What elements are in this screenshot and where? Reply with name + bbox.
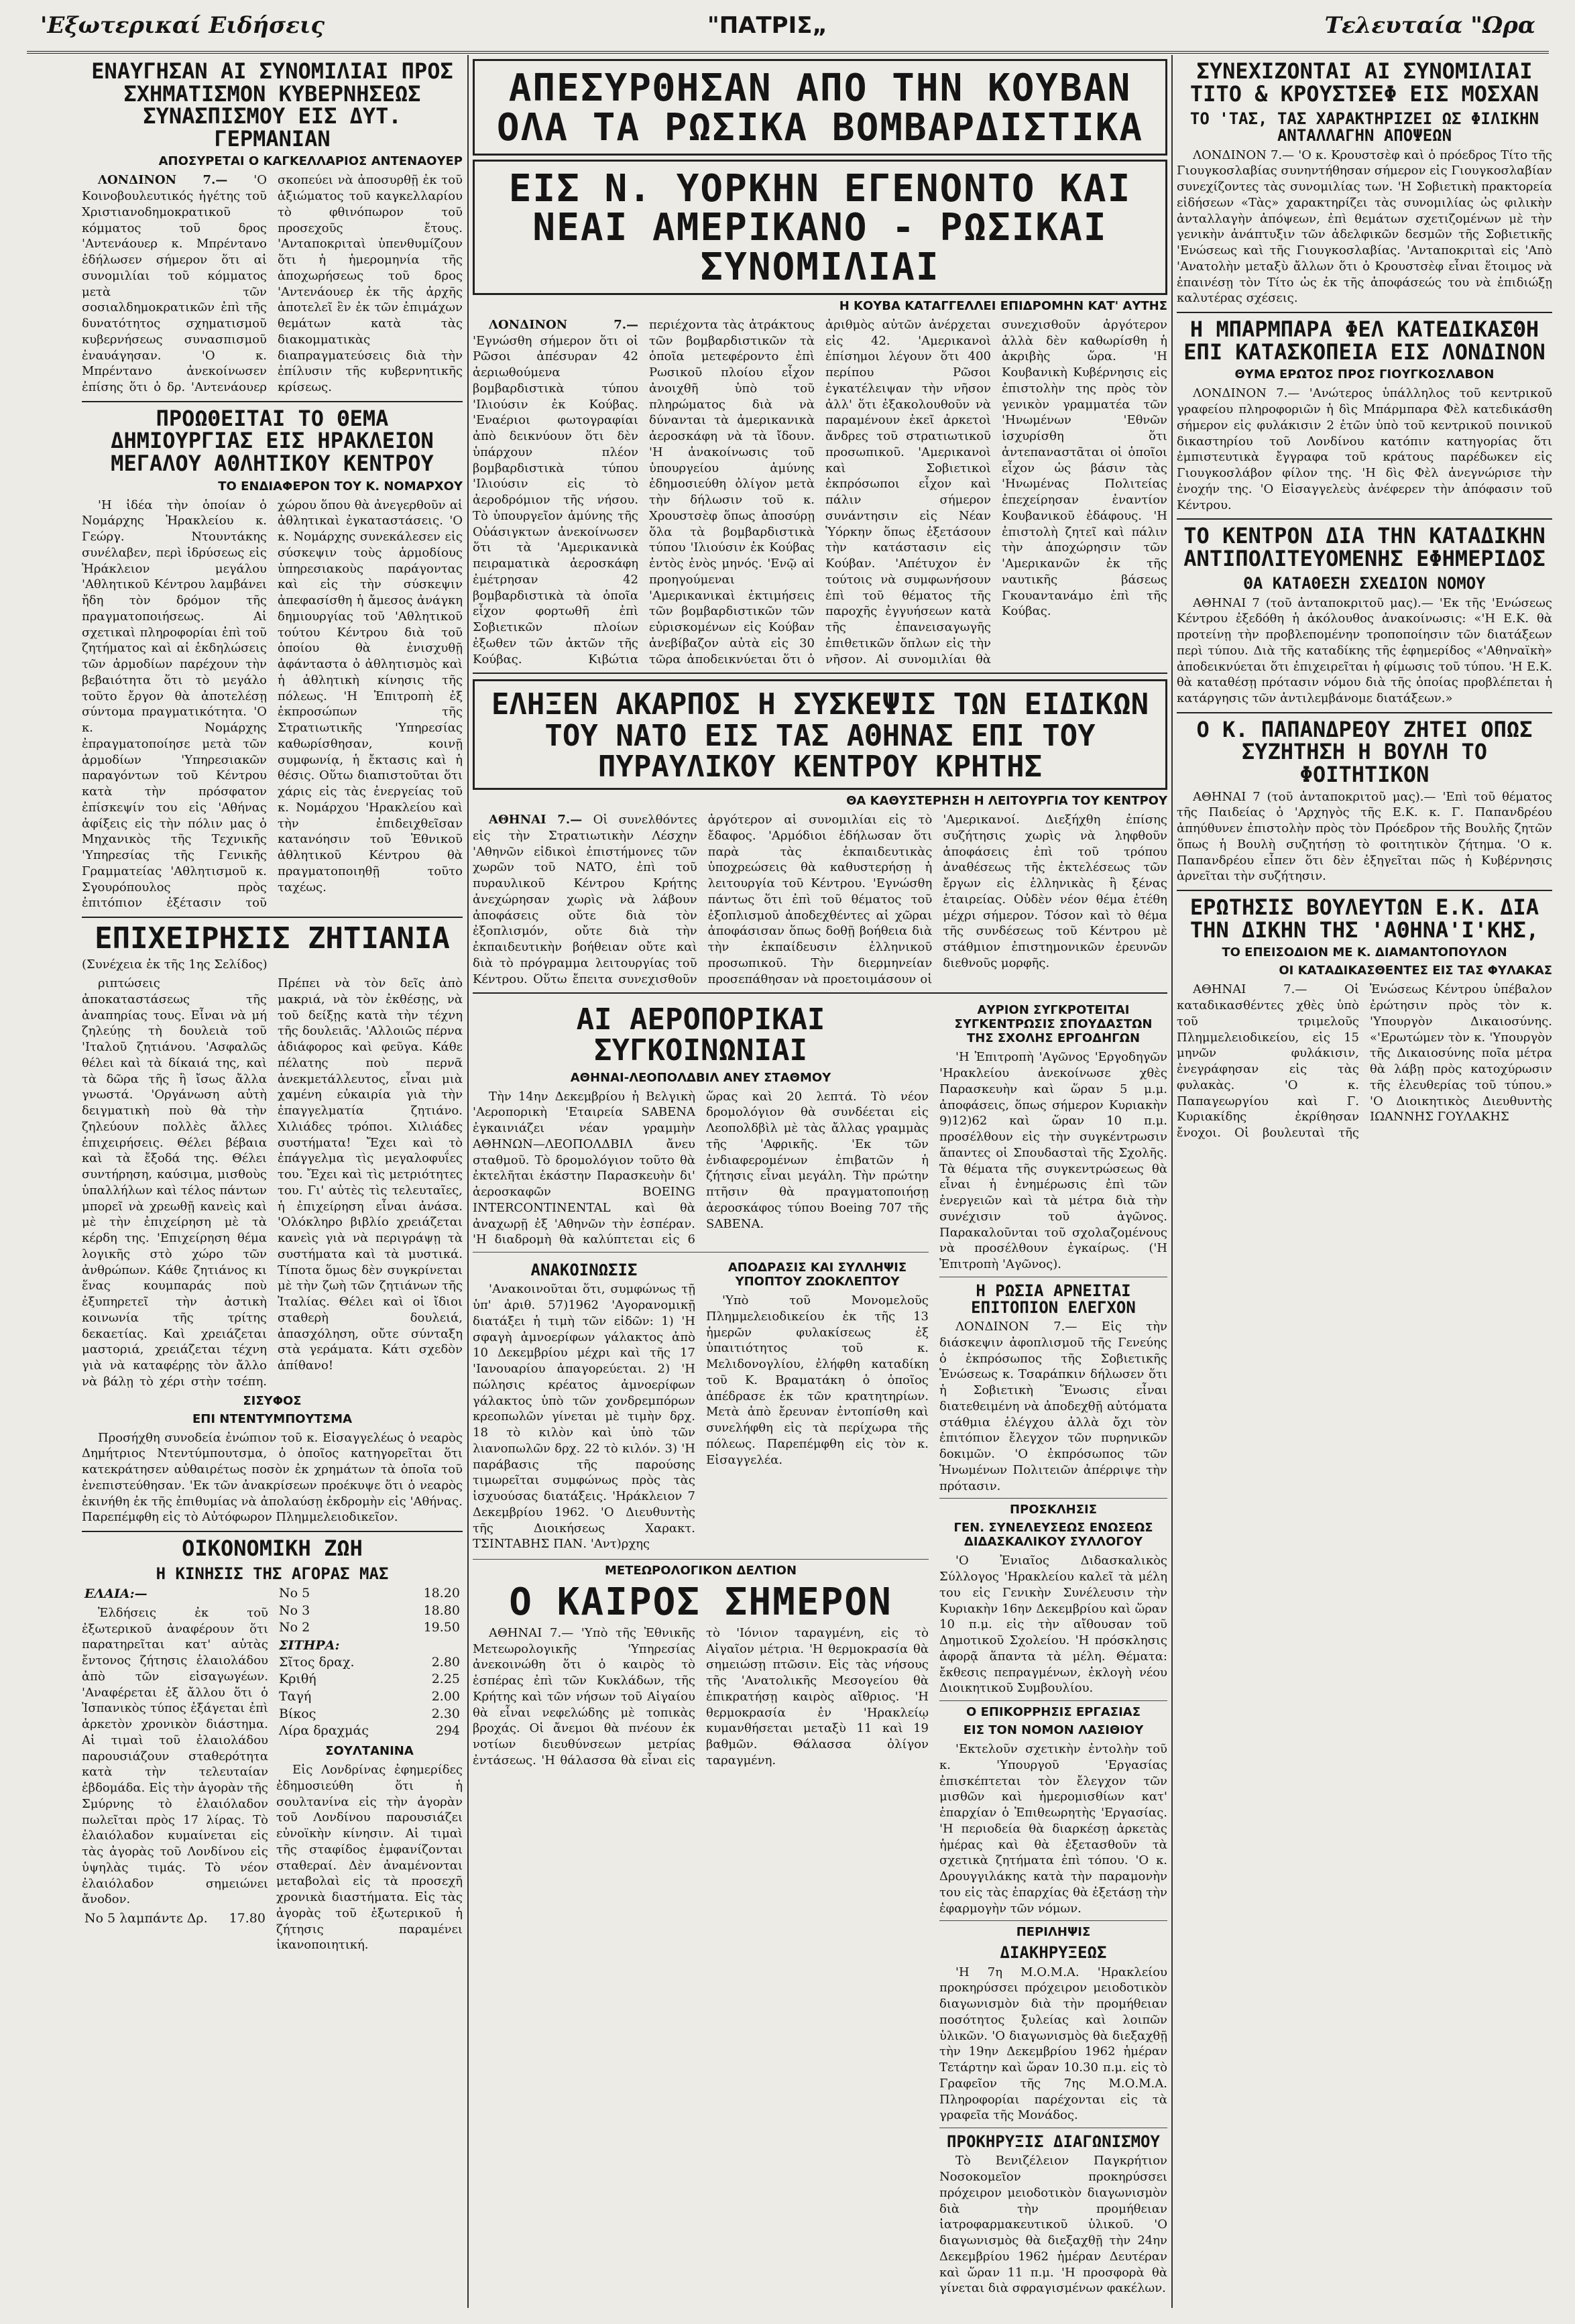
headline: ΑΝΑΚΟΙΝΩΣΙΣ <box>530 1261 638 1280</box>
article-arrest <box>706 1257 929 1555</box>
divider <box>1177 312 1552 313</box>
subheadline: ΕΠΙ ΝΤΕΝΤΥΜΠΟΥΤΣΜΑ <box>192 1411 353 1426</box>
article-text: 'Η Ἐπιτροπὴ 'Αγῶνος 'Εργοδηγῶν 'Ηρακλείου ἀνεκοίνωσε χθὲς Παρασκευὴν καὶ ὥραν 5 μ.μ. ἀποφάσεις, ὅπως σήμερον Κυριακὴν 9)12)62 καὶ ὥραν 10 π.μ. προσέλθουν εἰς τὴν συγκέντρωσιν ἅπαντες οἱ Σπουδασταὶ τῆς Σχολῆς. Τὰ θέματα τῆς συγκεντρώσεως θὰ εἶναι ἡ ἐνημέρωσις ἐπὶ τῶν ἐνεργειῶν καὶ τὰ μέτρα διὰ τὴν συνέχισιν τοῦ ἀγῶνος. Παρακαλοῦνται τοῦ σχολαζομένους νὰ προσέλθουν ἐγκαίρως. ('Η Ἐπιτροπὴ 'Αγῶνος). <box>939 1050 1167 1272</box>
left-column <box>82 55 463 2308</box>
price-value: 2.80 <box>431 1654 460 1670</box>
article-tender <box>939 2134 1167 2297</box>
price-row <box>82 1910 268 1928</box>
lower-center-grid <box>473 999 1167 2299</box>
section-label: ΠΕΡΙΛΗΨΙΣ <box>1016 1925 1091 1940</box>
article-russia <box>939 1283 1167 1495</box>
price-label: No 5 λαμπάντε Δρ. <box>84 1911 208 1926</box>
headline-box <box>473 679 1167 790</box>
column-divider <box>1171 55 1173 2308</box>
price-value: 19.50 <box>423 1620 460 1635</box>
article-assembly <box>939 1503 1167 1696</box>
headline: ΑΙ ΑΕΡΟΠΟΡΙΚΑΙ ΣΥΓΚΟΙΝΩΝΙΑΙ <box>576 1002 825 1068</box>
headline: Ο Κ. ΠΑΠΑΝΔΡΕΟΥ ΖΗΤΕΙ ΟΠΩΣ ΣΥΖΗΤΗΣΗ Η ΒΟΥΛΗ ΤΟ ΦΟΙΤΗΤΙΚΟΝ <box>1196 716 1533 788</box>
article-text: 'Υπὸ τοῦ Μονομελοῦς Πλημμελειοδικείου ἐκ τῆς 13 ἡμερῶν φυλακίσεως ἐξ ὑπαιτιότητος τοῦ κ. Μελιδονογλίου, ἐλήφθη καταδίκη τοῦ Κ. Βραματάκη ὁ ὁποῖος ἀπέδρασε ἐκ τῶν κρατητηρίων. Μετὰ ἀπὸ ἔρευναν ἐντοπίσθη καὶ συνελήφθη εἰς τὰ περίχωρα τῆς πόλεως. Παρεπέμφθη εἰς τὸν κ. Εἰσαγγελέα. <box>706 1293 929 1467</box>
subheadline: ΑΠΟΣΥΡΕΤΑΙ Ο ΚΑΓΚΕΛΛΑΡΙΟΣ ΑΝΤΕΝΑΟΥΕΡ <box>158 154 463 169</box>
article-body <box>939 1741 1167 1916</box>
headline: ΓΕΝ. ΣΥΝΕΛΕΥΣΕΩΣ ΕΝΩΣΕΩΣ ΔΙΔΑΣΚΑΛΙΚΟΥ ΣΥΛΛΟΓΟΥ <box>953 1521 1153 1550</box>
column-divider <box>467 55 469 2308</box>
article-text: Προσήχθη συνοδεία ἐνώπιον τοῦ κ. Εἰσαγγελέως ὁ νεαρὸς Δημήτριος Ντεντύμπουτσμα, ὁ ὁποῖος κατηγορεῖται ὅτι κατεκράτησεν αὐθαιρέτως ποσὸν ἐκ χρημάτων τὰ ὁποῖα τοῦ ἐνεπιστεύθησαν. 'Εκ τῶν ἀνακρίσεων προέκυψε ὅτι ὁ νεαρὸς ἐκινήθη ἐκ τῆς ἐπιθυμίας νὰ ἀπολαύσῃ ἐκδρομὴν εἰς 'Αθήνας. Παρεπέμφθη εἰς τὸ Αὐτόφωρον Πλημμελειοδικεῖον. <box>82 1430 463 1525</box>
article-tito <box>1177 60 1552 306</box>
dateline: ΑΘΗΝΑΙ 7.— <box>489 813 583 827</box>
headline: ΕΙΣ Ν. ΥΟΡΚΗΝ ΕΓΕΝΟΝΤΟ ΚΑΙ ΝΕΑΙ ΑΜΕΡΙΚΑΝΟ - ΡΩΣΙΚΑΙ ΣΥΝΟΜΙΛΙΑΙ <box>508 166 1132 290</box>
article-text: Εἰς Λονδρίνας ἐφημερίδες ἐδημοσιεύθη ὅτι ἡ σουλτανίνα εἰς τὴν ἀγορὰν τοῦ Λονδίνου παρουσιάζει εὐνοϊκὴν κίνησιν. Αἱ τιμαὶ τῆς σταφίδος ἐμφανίζονται σταθεραί. Δὲν ἀναμένονται μεταβολαὶ εἰς τὰ προσεχῆ χρονικὰ διαστήματα. Εἰς τὰς ἀγορὰς τοῦ ἐξωτερικοῦ ἡ ζήτησις παραμένει ἱκανοποιητική. <box>276 1763 463 1953</box>
article-nato <box>473 679 1167 987</box>
divider <box>82 1531 463 1532</box>
price-row <box>276 1706 463 1723</box>
headline: ΠΡΟΩΘΕΙΤΑΙ ΤΟ ΘΕΜΑ ΔΗΜΙΟΥΡΓΙΑΣ ΕΙΣ ΗΡΑΚΛΕΙΟΝ ΜΕΓΑΛΟΥ ΑΘΛΗΤΙΚΟΥ ΚΕΝΤΡΟΥ <box>111 405 434 477</box>
article-text: Τὸ Βενιζέλειον Παγκρήτιον Νοσοκομεῖον προκηρύσσει πρόχειρον μειοδοτικὸν διαγωνισμὸν διὰ τὴν προμήθειαν ἰατροφαρμακευτικοῦ ὑλικοῦ. 'Ο διαγωνισμὸς θὰ διεξαχθῇ τὴν 24ην Δεκεμβρίου 1962 ἡμέραν Δευτέραν καὶ ὥραν 11 π.μ. 'Η προσφορὰ θὰ γίνεται διὰ σφραγισμένων φακέλων. <box>939 2154 1167 2296</box>
divider <box>82 917 463 918</box>
headline: ΑΠΕΣΥΡΘΗΣΑΝ ΑΠΟ ΤΗΝ ΚΟΥΒΑΝ ΟΛΑ ΤΑ ΡΩΣΙΚΑ ΒΟΜΒΑΡΔΙΣΤΙΚΑ <box>496 66 1144 150</box>
price-row <box>276 1654 463 1672</box>
headline: ΑΠΟΔΡΑΣΙΣ ΚΑΙ ΣΥΛΛΗΨΙΣ ΥΠΟΠΤΟΥ ΖΩΟΚΛΕΠΤΟΥ <box>727 1261 907 1289</box>
subheadline: ΤΟ ΕΝΔΙΑΦΕΡΟΝ ΤΟΥ Κ. ΝΟΜΑΡΧΟΥ <box>218 479 463 493</box>
price-label: No 5 <box>279 1585 310 1601</box>
dateline: ΛΟΝΔΙΝΟΝ 7.— <box>489 317 638 332</box>
article-body <box>473 812 1167 987</box>
article-body <box>473 1281 695 1552</box>
headline: ΔΙΑΚΗΡΥΞΕΩΣ <box>1000 1943 1107 1963</box>
price-row <box>276 1619 463 1637</box>
article-body <box>82 1430 463 1526</box>
price-value: 294 <box>435 1723 460 1739</box>
subheadline: Η ΚΟΥΒΑ ΚΑΤΑΓΓΕΛΛΕΙ ΕΠΙΔΡΟΜΗΝ ΚΑΤ' ΑΥΤΗΣ <box>839 298 1167 313</box>
price-label: Κριθή <box>279 1672 316 1687</box>
headline: ΟΙΚΟΝΟΜΙΚΗ ΖΩΗ <box>182 1535 363 1562</box>
article-body <box>276 1762 463 1953</box>
price-value: 18.80 <box>423 1603 460 1618</box>
article-text: ΑΘΗΝΑΙ 7.— 'Υπὸ τῆς Ἐθνικῆς Μετεωρολογικῆς 'Υπηρεσίας ἀνεκοινώθη ὅτι ὁ καιρὸς τὸ ἑσπέρας ἐπὶ τῶν Κυκλάδων, τῆς Κρήτης καὶ τῶν νήσων τοῦ Αἰγαίου θὰ εἶναι νεφελώδης μὲ τοπικὰς βροχάς. Οἱ ἄνεμοι θὰ πνέουν ἐκ νοτίων διευθύνσεων μετρίας ἐντάσεως. 'Η θάλασσα θὰ εἶναι εἰς τὸ 'Ιόνιον ταραγμένη, εἰς τὸ Αἰγαῖον μέτρια. 'Η θερμοκρασία θὰ σημειώσῃ πτῶσιν. Εἰς τὰς νήσους τῆς 'Ανατολικῆς Μεσογείου θὰ ἐπικρατήσῃ καιρὸς αἴθριος. 'Η θερμοκρασία ἐν 'Ηρακλείῳ κυμανθήσεται μεταξὺ 11 καὶ 19 βαθμῶν. Θάλασσα ὀλίγον ταραγμένη. <box>473 1625 929 1767</box>
price-label: Σῖτος δραχ. <box>279 1654 355 1670</box>
article-weather <box>473 1564 929 1769</box>
market-prices-column <box>276 1585 463 1956</box>
headline: ΠΡΟΚΗΡΥΞΙΣ ΔΙΑΓΩΝΙΣΜΟΥ <box>947 2132 1160 2152</box>
article-text: 'Η 7η Μ.Ο.Μ.Α. 'Ηρακλείου προκηρύσσει πρόχειρον μειοδοτικὸν διαγωνισμὸν διὰ τὴν προμήθειαν ποσότητος ξυλείας καὶ λοιπῶν ὑλικῶν. 'Ο διαγωνισμὸς θὰ διεξαχθῇ τὴν 19ην Δεκεμβρίου 1962 ἡμέραν Τετάρτην καὶ ὥραν 10.30 π.μ. εἰς τὸ Γραφεῖον τῆς 7ης Μ.Ο.Μ.Α. Πληροφορίαι παρέχονται εἰς τὰ γραφεῖα τῆς Μονάδος. <box>939 1965 1167 2123</box>
newspaper-name: "ΠΑΤΡΙΣ„ <box>707 12 827 39</box>
divider <box>1177 712 1552 713</box>
section-title-last-hour: Τελευταία "Ωρα <box>1324 12 1535 39</box>
headline: ΕΡΩΤΗΣΙΣ ΒΟΥΛΕΥΤΩΝ Ε.Κ. ΔΙΑ ΤΗΝ ΔΙΚΗΝ ΤΗΣ 'ΑΘΗΝΑ'Ι'ΚΗΣ, <box>1189 894 1539 943</box>
price-label: No 3 <box>279 1603 310 1618</box>
article-text: ριπτώσεις ἀποκαταστάσεως τῆς ἀναπηρίας τους. Εἶναι νὰ μή ζηλεύῃς τὴ δουλειὰ τοῦ 'Ιταλοῦ ζητιάνου. 'Ασφαλῶς θέλει καὶ τὰ δίκαιά της, καὶ τὰ δῶρα τῆς ἢ ἴσως ἄλλα γνωστά. 'Οργάνωση αὐτὴ δειγματικὴ ποὺ θὰ τὴν ζηλεύουν πολλὲς ἄλλες ἐπιχειρήσεις. Θέλει βέβαια καὶ τὰ ἔξοδά της. Θέλει συντήρηση, καύσιμα, μισθοὺς ὑπαλλήλων καὶ τέλος πάντων μπορεῖ νὰ χρεωθῇ κανεὶς καὶ μὲ τὴν ἐπιχείρηση μὲ τὰ κέρδη της. 'Επιχείρηση θέμα λογικῆς στὸ χώρο τῶν ἀνθρώπων. Κάθε ζητιάνος κι ἕνας κουμπαράς ποὺ ἐξυπηρετεῖ τὴν ἀστικὴ κοινωνία τῆς τρίτης δεκαετίας. Καὶ χρειάζεται μαστοριά, χρειάζεται τέχνη γιὰ νὰ καταφέρῃς τὸν ἄλλο νὰ βάλῃ τὸ χέρι στὴν τσέπη. Πρέπει νὰ τὸν δεῖς ἀπὸ μακριά, νὰ τὸν ἐκθέσῃς, νὰ τοῦ δείξῃς κατὰ τὴν τέχνη τῆς δουλειᾶς. 'Αλλοιῶς πέρνα ἀδιάφορος καὶ φεῦγα. Κάθε πέλατης ποὺ περνᾶ ἀνεκμετάλλευτος, εἶναι μιὰ χαμένη εὐκαιρία γιὰ τὴν ἐπαγγελματία ζητιάνο. Χιλιάδες τρόποι. Χιλιάδες συστήματα! Ἔχει καὶ τὸ ἐπάγγελμα τὶς μεγαλοφυΐες του. Ἔχει καὶ τὶς μετριότητες του. Γι' αὐτὲς τὶς τελευταῖες, ἡ ἐπιχείρηση εἶναι ἀνάσα. 'Ολόκληρο βιβλίο χρειάζεται κανεὶς γιὰ νὰ περιγράψῃ τὰ συστήματα καὶ τὰ μυστικά. Τίποτα ὅμως δὲν συγκρίνεται μὲ τὴν ζωὴ τῶν ζητιάνων τῆς Ἰταλίας. Θέλει καὶ οἱ ἴδιοι σταθερὴ δουλειά, ἀπασχόληση, οὔτε σύνταξη στὰ γεράματα. Κάτι σχεδὸν ἀπίθανο! <box>82 976 463 1389</box>
article-cuba <box>473 59 1167 667</box>
article-text: ΛΟΝΔΙΝΟΝ 7.— 'Ανώτερος ὑπάλληλος τοῦ κεντρικοῦ γραφείου πληροφοριῶν ἡ δὶς Μπάρμπαρα Φὲλ κατεδικάσθη σήμερον εἰς φυλάκισιν 2 ἐτῶν ὑπὸ τοῦ κεντρικοῦ ποινικοῦ δικαστηρίου τοῦ Λονδίνου κατόπιν κατηγορίας ὅτι ἐμπιστευτικὰ ἔγγραφα τοῦ κράτους παρέδωκεν εἰς Γιουγκοσλάβον φίλον της. 'Η δὶς Φὲλ ἀνεγνώρισε τὴν ἐνοχήν της. 'Ο Εἰσαγγελεὺς ἀνέφερεν τὴν ἀπόφασιν τοῦ Κέντρου. <box>1177 386 1552 512</box>
headline: ΕΝΑΥΓΗΣΑΝ ΑΙ ΣΥΝΟΜΙΛΙΑΙ ΠΡΟΣ ΣΧΗΜΑΤΙΣΜΟΝ ΚΥΒΕΡΝΗΣΕΩΣ ΣΥΝΑΣΠΙΣΜΟΥ ΕΙΣ ΔΥΤ. ΓΕΡΜΑΝΙΑΝ <box>91 58 453 152</box>
section-label: Ο ΕΠΙΚΟΡΡΗΣΙΣ ΕΡΓΑΣΙΑΣ <box>966 1705 1141 1720</box>
headline-box <box>473 160 1167 295</box>
subheadline: ΘΥΜΑ ΕΡΩΤΟΣ ΠΡΟΣ ΓΙΟΥΓΚΟΣΛΑΒΟΝ <box>1234 367 1495 382</box>
headline: ΕΠΙΧΕΙΡΗΣΙΣ ΖΗΤΙΑΝΙΑ <box>95 921 450 956</box>
market-label: ΕΛΑΙΑ:— <box>84 1586 148 1601</box>
divider <box>473 673 1167 674</box>
price-row <box>276 1723 463 1740</box>
price-row <box>276 1688 463 1706</box>
section-title-foreign-news: 'Εξωτερικαί Ειδήσεις <box>40 12 325 39</box>
article-air <box>473 1004 929 1248</box>
article-begging <box>82 923 463 1525</box>
article-body <box>706 1293 929 1468</box>
headline: Η ΡΩΣΙΑ ΑΡΝΕΙΤΑΙ ΕΠΙΤΟΠΙΟΝ ΕΛΕΓΧΟΝ <box>971 1281 1136 1317</box>
article-body <box>1177 148 1552 307</box>
article-body <box>473 317 1167 668</box>
headline: ΤΟ ΚΕΝΤΡΟΝ ΔΙΑ ΤΗΝ ΚΑΤΑΔΙΚΗΝ ΑΝΤΙΠΟΛΙΤΕΥΟΜΕΝΗΣ ΕΦΗΜΕΡΙΔΟΣ <box>1183 523 1545 571</box>
article-text: ΑΘΗΝΑΙ 7.— Οἱ καταδικασθέντες χθὲς ὑπὸ τοῦ τριμελοῦς Πλημμελειοδικείου, εἰς 15 μηνῶν φυλάκισιν, ἐνεγράφησαν εἰς τὰς φυλακὰς. 'Ο κ. Παπαγεωργίου καὶ Γ. Κυριακίδης ἐκρίθησαν ἔνοχοι. Οἱ βουλευταὶ τῆς Ἑνώσεως Κέντρου ὑπέβαλον ἐρώτησιν πρὸς τὸν κ. 'Υπουργὸν Δικαιοσύνης. «'Ερωτώμεν τὸν κ. 'Υπουργὸν τῆς Δικαιοσύνης ποῖα μέτρα θὰ λάβῃ πρὸς κατοχύρωσιν τῆς ἐλευθερίας τοῦ τύπου.» 'Ο Διοικητικὸς Διευθυντὴς ΙΩΑΝΝΗΣ ΓΟΥΛΑΚΗΣ <box>1177 982 1552 1141</box>
article-text: 'Εκτελοῦν σχετικὴν ἐντολὴν τοῦ κ. 'Υπουργοῦ 'Εργασίας ἐπισκέπτεται τὸν ἔλεγχον τῶν μισθῶν καὶ ἡμερομισθίων κατ' ἐπαρχίαν ὁ Ἐπιθεωρητὴς 'Εργασίας. 'Η περιοδεία θὰ διαρκέσῃ ἀρκετὰς ἡμέρας καὶ θὰ ἐξετασθοῦν τὰ σχετικὰ ζητήματα ἐπὶ τόπου. 'Ο κ. Δρουγγιλάκης κατὰ τὴν παραμονὴν του εἰς τὰς ἐπαρχίας θὰ ἐξετάσῃ τὴν ἐφαρμογὴν τῶν νόμων. <box>939 1742 1167 1916</box>
headline: Η ΜΠΑΡΜΠΑΡΑ ΦΕΛ ΚΑΤΕΔΙΚΑΣΘΗ ΕΠΙ ΚΑΤΑΣΚΟΠΕΙΑ ΕΙΣ ΛΟΝΔΙΝΟΝ <box>1183 316 1545 365</box>
article-body <box>473 1625 929 1769</box>
subheadline: ΣΙΣΥΦΟΣ <box>243 1393 302 1408</box>
price-value: 2.00 <box>431 1689 460 1704</box>
subheadline: ΟΙ ΚΑΤΑΔΙΚΑΣΘΕΝΤΕΣ ΕΙΣ ΤΑΣ ΦΥΛΑΚΑΣ <box>1279 964 1552 978</box>
subheadline: Η ΚΙΝΗΣΙΣ ΤΗΣ ΑΓΟΡΑΣ ΜΑΣ <box>156 1564 389 1583</box>
section-label: ΜΕΤΕΩΡΟΛΟΓΙΚΟΝ ΔΕΛΤΙΟΝ <box>604 1564 797 1578</box>
masthead <box>27 5 1549 54</box>
headline: Ο ΚΑΙΡΟΣ ΣΗΜΕΡΟΝ <box>509 1580 892 1625</box>
center-column <box>473 55 1167 2308</box>
article-market <box>82 1537 463 1956</box>
price-value: 2.25 <box>431 1672 460 1687</box>
price-value: 18.20 <box>423 1585 460 1601</box>
article-papandreou <box>1177 716 1552 884</box>
market-label: ΣΙΤΗΡΑ: <box>279 1637 340 1653</box>
lower-center-right <box>939 999 1167 2299</box>
article-text: Οἱ συνελθόντες εἰς τὴν Στρατιωτικὴν Λέσχην 'Αθηνῶν εἰδικοὶ ἐπιστήμονες τῶν χωρῶν τοῦ ΝΑΤΟ, ἐπὶ τοῦ πυραυλικοῦ Κέντρου Κρήτης ἀνεχώρησαν χωρὶς νὰ λάβουν ἀποφάσεις οὔτε διὰ τὸν ἐξοπλισμόν, οὔτε διὰ τὴν ἐκπαιδευτικὴν βοήθειαν οὔτε καὶ διὰ τὸ πρόγραμμα λειτουργίας τοῦ Κέντρου. Οὕτω ἔπειτα συνεχισθοῦν ἀργότερον αἱ συνομιλίαι εἰς τὸ ἔδαφος. 'Αρμόδιοι ἐδήλωσαν ὅτι παρὰ τὰς ἐκπαιδευτικὰς ὑποχρεώσεις θὰ καθυστερήσῃ ἡ λειτουργία τοῦ Κέντρου. 'Εγνώσθη πάντως ὅτι ἐπὶ τοῦ θέματος τοῦ ἐξοπλισμοῦ ἀποδεχθέντες αἱ χῶραι ἀποφάσισαν ὅπως δοθῇ βοήθεια διὰ τὴν ἐκπαίδευσιν ἑλληνικοῦ προσωπικοῦ. Τὴν διερμηνείαν προσεπάθησαν νὰ προετοιμάσουν οἱ 'Αμερικανοί. Διεξήχθη ἐπίσης συζήτησις χωρὶς νὰ ληφθοῦν ἀποφάσεις ἐπὶ τοῦ τρόπου ἀναθέσεως τῆς ἐκτελέσεως τῶν ἔργων εἰς ἑλληνικὰς ἢ ξένας ἑταιρείας. Οὐδὲν νέον θέμα ἐτέθη μέχρι σήμερον. Τόσον καὶ τὸ θέμα τῆς συνδέσεως τοῦ Κέντρου μὲ στάθμιον ἐπιστημονικῶν ἐρευνῶν διεθνοῦς μορφῆς. <box>473 813 1167 986</box>
article-athinaiki <box>1177 896 1552 1141</box>
price-value: 2.30 <box>431 1706 460 1721</box>
headline: ΑΥΡΙΟΝ ΣΥΓΚΡΟΤΕΙΤΑΙ ΣΥΓΚΕΝΤΡΩΣΙΣ ΣΠΟΥΔΑΣΤΩΝ ΤΗΣ ΣΧΟΛΗΣ ΕΡΓΟΔΗΓΩΝ <box>954 1003 1153 1046</box>
article-text: ΑΘΗΝΑΙ 7 (τοῦ ἀνταποκριτοῦ μας).— 'Επὶ τοῦ θέματος τῆς Παιδείας ὁ 'Αρχηγὸς τῆς Ε.Κ. κ. Γ. Παπανδρέου ἀπηύθυνεν ἐπιστολὴν πρὸς τὸν Πρόεδρον τῆς Βουλῆς ζητῶν ὅπως ἡ Βουλὴ συζητήσῃ τὸ φοιτητικὸν ζήτημα. 'Ο κ. Παπανδρέου εἶπεν ὅτι δὲν ἐξηγεῖται πῶς ἡ Κυβέρνησις ἀρνεῖται τὴν συζήτησιν. <box>1177 789 1552 884</box>
article-body <box>939 1319 1167 1494</box>
divider <box>473 1252 929 1253</box>
price-row <box>276 1671 463 1688</box>
subheadline: ΣΟΥΛΤΑΝΙΝΑ <box>325 1744 414 1758</box>
article-text: ΛΟΝΔΙΝΟΝ 7.— Εἰς τὴν διάσκεψιν ἀφοπλισμοῦ τῆς Γενεύης ὁ ἐκπρόσωπος τῆς Σοβιετικῆς Ἑνώσεως κ. Τσαράπκιν δήλωσεν ὅτι ἡ Σοβιετικὴ Ἕνωσις εἶναι διατεθειμένη νὰ ἀποδεχθῇ αὐτόματα στάθμια ἐλέγχου ἀλλὰ ὄχι τὸν ἐπιτόπιον ἔλεγχον τῶν πυρηνικῶν δοκιμῶν. 'Ο ἐκπρόσωπος τῶν Ἡνωμένων Πολιτειῶν ἀπέρριψε τὴν πρότασιν. <box>939 1320 1167 1493</box>
article-text: 'Ο Ἐνιαῖος Διδασκαλικὸς Σύλλογος 'Ηρακλείου καλεῖ τὰ μέλη του εἰς Γενικὴν Συνέλευσιν τὴν Κυριακὴν 16ην Δεκεμβρίου καὶ ὥραν 10 π.μ. εἰς τὴν αἴθουσαν τοῦ Δημοτικοῦ Σχολείου. 'Η πρόσκλησις ἀφορᾷ ἅπαντα τὰ μέλη. Θέματα: ἔκθεσις πεπραγμένων, ἐκλογὴ νέου Διοικητικοῦ Συμβουλίου. <box>939 1554 1167 1696</box>
price-row <box>276 1585 463 1603</box>
article-body <box>82 172 463 396</box>
dateline: ΛΟΝΔΙΝΟΝ 7.— <box>98 173 228 188</box>
divider <box>1177 518 1552 520</box>
article-text: 'Η ἰδέα τὴν ὁποίαν ὁ Νομάρχης Ἡρακλείου κ. Γεώργ. Ντουντάκης συνέλαβεν, περὶ ἱδρύσεως εἰς Ἡράκλειον μεγάλου 'Αθλητικοῦ Κέντρου λαμβάνει ἤδη τὸν δρόμον τῆς πραγματοποιήσεως. Αἱ σχετικαὶ πληροφορίαι ἐπὶ τοῦ ζητήματος καὶ αἱ ἐκδηλώσεις τῶν ἁρμοδίων παρέχουν τὴν βεβαιότητα ὅτι τὸ μεγάλο τοῦτο ἔργον θὰ ἀποτελέσῃ σύντομα πραγματικότητα. 'Ο κ. Νομάρχης ἐπραγματοποίησε μετὰ τῶν ἁρμοδίων 'Υπηρεσιακῶν παραγόντων τοῦ Κέντρου κατὰ τὴν πρόσφατον ἐπίσκεψίν του εἰς 'Αθήνας ἀφίξεις εἰς τὴν πόλιν μας ὁ Μηχανικὸς τῆς Τεχνικῆς 'Υπηρεσίας τῆς Γενικῆς Γραμματείας 'Αθλητισμοῦ κ. Σγουρόπουλος πρὸς ἐπιτόπιον ἐξέτασιν τοῦ χώρου ὅπου θὰ ἀνεγερθοῦν αἱ ἀθλητικαὶ ἐγκαταστάσεις. 'Ο κ. Νομάρχης συνεκάλεσεν εἰς σύσκεψιν τοὺς ἁρμοδίους ὑπηρεσιακοὺς παράγοντας καὶ εἰς τὴν σύσκεψιν ἀπεφασίσθη ἡ ἄμεσος ἀνάγκη δημιουργίας τοῦ 'Αθλητικοῦ τούτου Κέντρου διὰ τοῦ ὁποίου θὰ ἐνισχυθῇ ἀφάνταστα ὁ ἀθλητισμὸς καὶ ἡ ἀθλητικὴ κίνησις τῆς πόλεως. 'Η Ἐπιτροπὴ ἐξ ἐκπροσώπων τῆς Στρατιωτικῆς 'Υπηρεσίας καθωρίσθησαν, κοινῇ συμφωνίᾳ, ἡ ἔκτασις καὶ ἡ θέσις. Οὕτω διαπιστοῦται ὅτι χάρις εἰς τὰς ἐνεργείας τοῦ κ. Νομάρχου 'Ηρακλείου καὶ τὴν ἐπιδειχθεῖσαν κατανόησιν τοῦ Ἐθνικοῦ ἀθλητικοῦ Κέντρου θὰ πραγματοποιηθῇ τοῦτο ταχέως. <box>82 498 463 911</box>
market-olive-column <box>82 1585 268 1956</box>
divider <box>473 992 1167 994</box>
subheadline: ΘΑ ΚΑΤΑΘΕΣΗ ΣΧΕΔΙΟΝ ΝΟΜΟΥ <box>1243 574 1486 593</box>
right-column <box>1177 55 1552 2308</box>
article-labor <box>939 1705 1167 1916</box>
divider <box>939 1700 1167 1701</box>
divider <box>473 1559 929 1560</box>
article-body <box>939 2153 1167 2297</box>
price-label: Λίρα δραχμάς <box>279 1723 369 1739</box>
divider <box>939 1920 1167 1921</box>
article-text: ΑΘΗΝΑΙ 7 (τοῦ ἀνταποκριτοῦ μας).— 'Εκ τῆς 'Ενώσεως Κέντρου ἐξεδόθη ἡ ἀκόλουθος ἀνακοίνωσις: «'Η Ε.Κ. θὰ προτείνῃ τὴν προβλεπομένην τροποποίησιν τῶν διατάξεων περὶ τύπου. Διὰ τῆς καταδίκης τῆς ἐφημερίδος «'Αθηναϊκὴ» ἀποδεικνύεται ὅτι ἐπιχειρεῖται ἡ φίμωσις τοῦ τύπου. 'Η Ε.Κ. θὰ καταθέσῃ πρότασιν νόμου διὰ τῆς ὁποίας προβλέπεται ἡ κατάργησις τῶν ἀντιλεμβάνομε διατάξεων.» <box>1177 595 1552 706</box>
headline-box <box>473 59 1167 156</box>
article-text: Τὴν 14ην Δεκεμβρίου ἡ Βελγικὴ 'Αεροπορικὴ 'Εταιρεία SABENA ἐγκαινιάζει νέαν γραμμὴν ΑΘΗΝΩΝ—ΛΕΟΠΟΛΔΒΙΛ ἄνευ σταθμοῦ. Τὸ δρομολόγιον τοῦτο θὰ ἐκτελῆται ἑκάστην Παρασκευὴν δι' ἀεροσκαφῶν BOEING INTERCONTINENTAL καὶ θὰ ἀναχωρῇ ἐξ 'Αθηνῶν τὴν ἑσπέραν. 'Η διαδρομὴ θὰ καλύπτεται εἰς 6 ὥρας καὶ 20 λεπτά. Τὸ νέον δρομολόγιον θὰ συνδέεται εἰς Λεοπολδβὶλ μὲ τὰς ἄλλας γραμμὰς τῆς 'Αφρικῆς. 'Εκ τῶν ἐνδιαφερομένων ἐπιβατῶν ἡ ζήτησις εἶναι μεγάλη. Τὴν πρώτην πτῆσιν θὰ πραγματοποιήσῃ ἀεροσκάφος τύπου Boeing 707 τῆς SABENA. <box>473 1089 929 1247</box>
article-body <box>1177 386 1552 513</box>
article-text: 'Εγνώσθη σήμερον ὅτι οἱ Ρῶσοι ἀπέσυραν 42 ἀεριωθούμενα βομβαρδιστικὰ τύπου 'Ιλιούσιν ἐκ Κούβας. 'Εναέριοι φωτογραφίαι ἀπὸ δεικνύουν ὅτι δὲν ὑπάρχουν πλέον βομβαρδιστικὰ τύπου 'Ιλιούσιν εἰς τὸ ἀεροδρόμιον τῆς νήσου. Τὸ ὑπουργεῖον ἀμύνης τῆς Οὐάσιγκτων ἀνεκοίνωσεν ὅτι τὰ 'Αμερικανικὰ πειραματικὰ ἀεροσκάφη ἐμέτρησαν 42 βομβαρδιστικὰ τὰ ὁποῖα εἶχον φορτωθῆ ἐπὶ Σοβιετικῶν πλοίων ἐξωθεν τῶν ἀκτῶν τῆς Κούβας. Κιβώτια περιέχοντα τὰς ἀτράκτους τῶν βομβαρδιστικῶν τὰ ὁποῖα μετεφέροντο ἐπὶ Ρωσικοῦ πλοίου εἶχον ἀνοιχθῆ ὑπὸ τοῦ πληρώματος διὰ νὰ δύνανται τὰ ἀμερικανικὰ ἀεροσκάφη νὰ τὰ ἴδουν. 'Η ἀνακοίνωσις τοῦ ὑπουργείου ἀμύνης ἐδημοσιεύθη ὀλίγον μετὰ τὴν δήλωσιν τοῦ κ. Χρουστσὲφ ὅπως ἀποσύρῃ ὅλα τὰ βομβαρδιστικὰ τύπου 'Ιλιούσιν ἐκ Κούβας ἐντὸς ἑνὸς μηνός. 'Ενῷ αἱ προηγούμεναι 'Αμερικανικαὶ ἐκτιμήσεις τῶν βομβαρδιστικῶν τῶν εὑρισκομένων εἰς Κούβαν ἀνεβίβαζον αὐτὰ εἰς 30 τῶρα ἀποδεικνύεται ὅτι ὁ ἀριθμὸς αὐτῶν ἀνέρχεται εἰς 42. 'Αμερικανοὶ ἐπίσημοι λέγουν ὅτι 400 περίπου Ρῶσοι ἐγκατέλειψαν τὴν νῆσον ἀλλ' ὅτι ἐξακολουθοῦν νὰ παραμένουν ἐκεῖ ἀρκετοὶ ἄνδρες τοῦ στρατιωτικοῦ προσωπικοῦ. 'Αμερικανοὶ καὶ Σοβιετικοὶ ἐκπρόσωποι εἶχον καὶ πάλιν σήμερον συνάντησιν εἰς Νέαν Ὑόρκην ὅπως ἐξετάσουν τὴν κατάστασιν εἰς Κούβαν. 'Απέτυχον ἐν τούτοις νὰ συμφωνήσουν ἐπὶ τοῦ θέματος τῆς παροχῆς ἐγγυήσεων κατὰ τῆς ἐπανεισαγωγῆς ἐπιθετικῶν ὅπλων εἰς τὴν νῆσον. Αἱ συνομιλίαι θὰ συνεχισθοῦν ἀργότερον ἀλλὰ δὲν καθωρίσθη ἡ ἀκριβὴς ὥρα. 'Η Κουβανικὴ Κυβέρνησις εἰς ἐπιστολὴν της πρὸς τὸν γενικὸν γραμματέα τῶν 'Ηνωμένων 'Εθνῶν ἰσχυρίσθη ὅτι ἀντεπαναστᾶται οἱ ὁποῖοι εἶχον ὡς βάσιν τὰς 'Ηνωμένας Πολιτείας ἐπεχείρησαν ἐναντίον Κουβανικοῦ ἐδάφους. 'Η ἐπιστολὴ ζητεῖ καὶ πάλιν τὴν ἀποχώρησιν τῶν 'Αμερικανῶν ἐκ τῆς ναυτικῆς βάσεως Γκουαντανάμο ἐπὶ τῆς Κούβας. <box>473 317 1167 666</box>
headline: ΣΥΝΕΧΙΖΟΝΤΑΙ ΑΙ ΣΥΝΟΜΙΛΙΑΙ ΤΙΤΟ & ΚΡΟΥΣΤΣΕΦ ΕΙΣ ΜΟΣΧΑΝ <box>1189 58 1539 107</box>
article-school <box>939 1003 1167 1273</box>
article-body <box>82 1605 268 1908</box>
article-text: 'Ο Κοινοβουλευτικός ἡγέτης τοῦ Χριστιανοδημοκρατικοῦ κόμματος τοῦ δρος 'Αντενάουερ κ. Μπρέντανο ἐδήλωσεν σήμερον ὅτι αἱ συνομιλίαι τοῦ κόμματος μετὰ τῶν σοσιαλδημοκρατικῶν ἐπὶ τῆς δυνατότητος σχηματισμοῦ κυβερνήσεως συνασπισμοῦ ἐναυάγησαν. 'Ο κ. Μπρέντανο ἀνεκοίνωσεν ἐπίσης ὅτι ὁ δρ. 'Αντενάουερ σκοπεύει νὰ ἀποσυρθῇ ἐκ τοῦ ἀξιώματος τοῦ καγκελλαρίου τὸ φθινόπωρον τοῦ προσεχοῦς ἔτους. 'Ανταποκριταὶ ὑπενθυμίζουν ὅτι ἡ ἡμερομηνία τῆς ἀποχωρήσεως τοῦ δρος 'Αντενάουερ ἐκ τῆς ἀρχῆς ἀποτελεῖ ἓν ἐκ τῶν ἐπιμάχων θεμάτων κατὰ τὰς διακομματικὰς διαπραγματεύσεις διὰ τὴν ἐπίλυσιν τῆς κυβερνητικῆς κρίσεως. <box>82 173 463 395</box>
divider <box>82 401 463 402</box>
price-value: 17.80 <box>229 1911 266 1926</box>
subheadline: ΤΟ ΕΠΕΙΣΟΔΙΟΝ ΜΕ Κ. ΔΙΑΜΑΝΤΟΠΟΥΛΟΝ <box>1222 945 1507 960</box>
article-body <box>1177 595 1552 707</box>
article-body <box>939 1553 1167 1696</box>
article-body <box>82 976 463 1390</box>
continuation-note: (Συνέχεια ἐκ τῆς 1ης Σελίδος) <box>82 957 268 972</box>
article-body <box>939 1049 1167 1273</box>
divider <box>939 1498 1167 1499</box>
section-label: ΠΡΟΣΚΛΗΣΙΣ <box>1009 1503 1098 1517</box>
article-announcement <box>473 1257 695 1555</box>
notices-row <box>473 1257 929 1555</box>
article-body <box>939 1965 1167 2124</box>
market-section <box>82 1585 463 1956</box>
article-body <box>82 498 463 912</box>
article-barbara-fell <box>1177 318 1552 513</box>
price-row <box>276 1603 463 1620</box>
divider <box>1177 890 1552 891</box>
article-text: Ἐλδήσεις ἐκ τοῦ ἐξωτερικοῦ ἀναφέρουν ὅτι παρατηρεῖται κατ' αὐτὰς ἔντονος ζήτησις ἐλαιολάδου ἀπὸ τῶν εἰσαγωγέων. 'Αναφέρεται ἐξ ἄλλου ὅτι ὁ Ἰσπανικὸς τύπος ἐξάγεται ἐπὶ ἀρκετὸν χρονικὸν διάστημα. Αἱ τιμαὶ τοῦ ἐλαιολάδου παρουσιάζουν σταθερότητα κατὰ τὴν τελευταίαν ἑβδομάδα. Εἰς τὴν ἀγορὰν τῆς Σμύρνης τὸ ἐλαιόλαδον πωλεῖται πρὸς 17 λίρας. Τὸ ἐλαιόλαδον κυμαίνεται εἰς τὰς ἀγορὰς τοῦ Λονδίνου εἰς ὑψηλὰς τιμάς. Τὸ νέον ἐλαιόλαδον σημειώνει ἄνοδον. <box>82 1605 268 1907</box>
article-press-law <box>1177 525 1552 707</box>
headline: ΕΙΣ ΤΟΝ ΝΟΜΟΝ ΛΑΣΙΘΙΟΥ <box>963 1723 1144 1738</box>
subheadline: ΑΘΗΝΑΙ-ΛΕΟΠΟΛΔΒΙΛ ΑΝΕΥ ΣΤΑΘΜΟΥ <box>570 1070 831 1085</box>
headline: ΕΛΗΞΕΝ ΑΚΑΡΠΟΣ Η ΣΥΣΚΕΨΙΣ ΤΩΝ ΕΙΔΙΚΩΝ ΤΟΥ ΝΑΤΟ ΕΙΣ ΤΑΣ ΑΘΗΝΑΣ ΕΠΙ ΤΟΥ ΠΥΡΑΥΛΙΚΟΥ ΚΕΝΤΡΟΥ ΚΡΗΤΗΣ <box>491 687 1149 784</box>
article-body <box>1177 982 1552 1141</box>
price-label: Ταγή <box>279 1689 312 1704</box>
article-body <box>1177 789 1552 885</box>
article-sports-center <box>82 405 463 911</box>
article-west-germany <box>82 60 463 396</box>
lower-center-left <box>473 999 929 2299</box>
price-label: Βίκος <box>279 1706 316 1721</box>
article-notice <box>939 1925 1167 2124</box>
article-text: 'Ανακοινοῦται ὅτι, συμφώνως τῇ ὑπ' ἀριθ. 57)1962 'Αγορανομικῇ διατάξει ἡ τιμὴ τῶν εἰδῶν: 1) 'Η σφαγὴ ἀμνοερίφων γάλακτος ἀπὸ 10 Δεκεμβρίου μέχρι καὶ τῆς 17 'Ιανουαρίου ἀπαγορεύεται. 2) 'Η πώλησις κρέατος ἀμνοερίφων γάλακτος ὑπὸ τῶν χονδρεμπόρων κρεοπωλῶν γίνεται μὲ τιμὴν δρχ. 18 τὸ κιλὸν καὶ ὑπὸ τῶν λιανοπωλῶν δρχ. 22 τὸ κιλόν. 3) 'Η παράβασις τῆς παρούσης τιμωρεῖται συμφώνως πρὸς τὰς ἰσχυούσας διατάξεις. 'Ηράκλειον 7 Δεκεμβρίου 1962. 'Ο Διευθυντὴς τῆς Διοικήσεως Χαρακτ. ΤΣΙΝΤΑΒΗΣ ΠΑΝ. 'Αντ)ρχης <box>473 1282 695 1552</box>
subheadline: ΘΑ ΚΑΘΥΣΤΕΡΗΣΗ Η ΛΕΙΤΟΥΡΓΙΑ ΤΟΥ ΚΕΝΤΡΟΥ <box>846 794 1167 809</box>
article-body <box>473 1089 929 1248</box>
subheadline: ΤΟ 'ΤΑΣ, ΤΑΣ ΧΑΡΑΚΤΗΡΙΖΕΙ ΩΣ ΦΙΛΙΚΗΝ ΑΝΤΑΛΛΑΓΗΝ ΑΠΟΨΕΩΝ <box>1189 109 1539 146</box>
article-text: ΛΟΝΔΙΝΟΝ 7.— 'Ο κ. Κρουστσὲφ καὶ ὁ πρόεδρος Τίτο τῆς Γιουγκοσλαβίας συνηντήθησαν σήμερον εἰς Γιουγκοσλαβίαν συνεχίζοντες τὰς συνομιλίας των. 'Η Σοβιετικὴ πρακτορεία εἰδήσεων «Τὰς» χαρακτηρίζει τὰς συνομιλίας ὡς φιλικὴν ἀνταλλαγὴν ἀπόψεων, ἐπὶ θεμάτων σχετιζομένων μὲ τὴν γενικὴν ἀνάπτυξιν τῶν ἀδελφικῶν δεσμῶν τῆς Σοβιετικῆς 'Ενώσεως καὶ τῆς Γιουγκοσλαβίας. 'Ανταποκριταὶ εἰς 'Απὸ 'Ανατολὴν μεταξὺ ἄλλων ὅτι ὁ Κρουστσὲφ εἶναι ἕτοιμος νὰ ἐπαινέσῃ τὸν Τίτο ὡς ἐκ τῆς ἀποφάσεώς του νὰ ἐπιδιώξῃ καλυτέρας σχέσεις. <box>1177 148 1552 306</box>
price-label: No 2 <box>279 1620 310 1635</box>
